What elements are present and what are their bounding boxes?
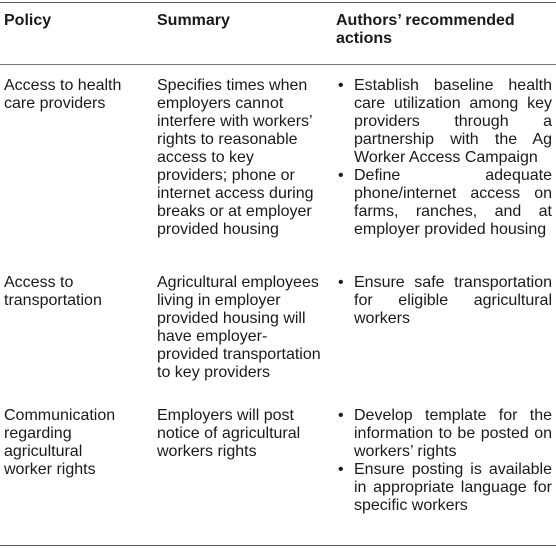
header-actions: Authors’ recommended actions — [336, 12, 515, 47]
row-2-action-1: • Ensure safe transportation for eligible agricultural workers — [336, 274, 552, 328]
row-3-action-2: • Ensure posting is available in appropriate language for specific workers — [336, 461, 552, 515]
row-3-summary: Employers will post notice of agricultural workers rights — [157, 407, 301, 460]
row-1-summary: Specifies times when employers cannot interfere with workers’ rights to reasonable access to key providers; phone or internet access during breaks or at employer provided housing — [157, 77, 314, 238]
row-3-action-1: • Develop template for the information to be posted on workers’ rights — [336, 407, 552, 461]
row-1-action-1: • Establish baseline health care utilization among key providers through a partnership with the Ag Worker Access Campaign — [336, 77, 552, 167]
row-2-actions — [336, 274, 552, 328]
header-summary: Summary — [157, 12, 230, 29]
row-1-actions — [336, 77, 552, 239]
table-top-rule — [0, 2, 556, 3]
row-3-policy: Communication regarding agricultural worker rights — [4, 407, 116, 478]
header-divider-rule — [0, 64, 556, 65]
table-bottom-rule — [0, 545, 556, 546]
row-3-actions — [336, 407, 552, 515]
row-1-action-2: • Define adequate phone/internet access on farms, ranches, and at employer provided housing — [336, 167, 552, 239]
row-2-policy: Access to transportation — [4, 274, 102, 309]
row-1-policy: Access to health care providers — [4, 77, 122, 112]
row-2-summary: Agricultural employees living in employer provided housing will have employer-provided transportation to key providers — [157, 274, 321, 381]
header-policy: Policy — [4, 12, 52, 29]
